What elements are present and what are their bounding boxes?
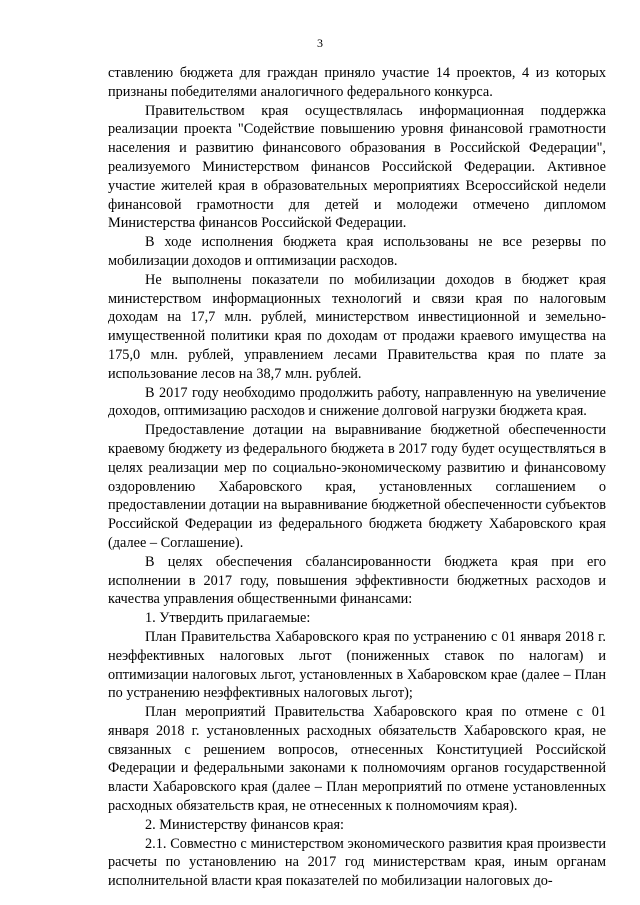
paragraph-2017-tasks: В 2017 году необходимо продолжить работу, направленную на увеличение доходов, оптимизацию расходов и снижение долговой нагрузки бюджета края. bbox=[108, 384, 606, 420]
paragraph-item-2-1: 2.1. Совместно с министерством экономического развития края произвести расчеты по установлению на 2017 год министерствам края, иным органам исполнительной власти края показателей по мобилизации налоговых до- bbox=[108, 835, 606, 890]
paragraph-unfulfilled-indicators: Не выполнены показатели по мобилизации доходов в бюджет края министерством информационных технологий и связи края по налоговым доходам на 17,7 млн. рублей, министерством инвестиционной и земельно-имущественной политики края по доходам от продажи краевого имущества на 175,0 млн. рублей, управлением лесами Правительства края по плате за использование лесов на 38,7 млн. рублей. bbox=[108, 271, 606, 382]
paragraph-tax-benefits-plan: План Правительства Хабаровского края по устранению с 01 января 2018 г. неэффективных налоговых льгот (пониженных ставок по налогам) и оптимизации налоговых льгот, установленных в Хабаровском крае (далее – План по устранению неэффективных налоговых льгот); bbox=[108, 628, 606, 702]
page-number: 3 bbox=[317, 36, 323, 50]
paragraph-expenditure-plan: План мероприятий Правительства Хабаровского края по отмене с 01 января 2018 г. установленных расходных обязательств Хабаровского края, не связанных с решением вопросов, отнесенных Конституцией Российской Федерации и федеральными законами к полномочиям органов государственной власти Хабаровского края (далее – План мероприятий по отмене установленных расходных обязательств края, не отнесенных к полномочиям края). bbox=[108, 704, 606, 815]
paragraph-item-2: 2. Министерству финансов края: bbox=[145, 816, 344, 833]
paragraph-reserves: В ходе исполнения бюджета края использованы не все резервы по мобилизации доходов и оптимизации расходов. bbox=[108, 234, 606, 269]
paragraph-item-1: 1. Утвердить прилагаемые: bbox=[145, 610, 311, 627]
document-body bbox=[108, 64, 606, 891]
paragraph-balance-goals: В целях обеспечения сбалансированности бюджета края при его исполнении в 2017 году, повышения эффективности бюджетных расходов и качества управления общественными финансами: bbox=[108, 553, 606, 608]
paragraph-financial-literacy: Правительством края осуществлялась информационная поддержка реализации проекта "Содействие повышению уровня финансовой грамотности населения и развитию финансового образования в Российской Федерации", реализуемого Министерством финансов Российской Федерации. Активное участие жителей края в образовательных мероприятиях Всероссийской недели финансовой грамотности для детей и молодежи отмечено дипломом Министерства финансов Российской Федерации. bbox=[108, 102, 606, 232]
paragraph-budget-projects: ставлению бюджета для граждан приняло участие 14 проектов, 4 из которых признаны победителями аналогичного федерального конкурса. bbox=[108, 65, 606, 100]
paragraph-equalization-subsidy: Предоставление дотации на выравнивание бюджетной обеспеченности краевому бюджету из федерального бюджета в 2017 году будет осуществляться в целях реализации мер по социально-экономическому развитию и финансовому оздоровлению Хабаровского края, установленных соглашением о предоставлении дотации на выравнивание бюджетной обеспеченности субъектов Российской Федерации из федерального бюджета бюджету Хабаровского края (далее – Соглашение). bbox=[108, 422, 606, 551]
